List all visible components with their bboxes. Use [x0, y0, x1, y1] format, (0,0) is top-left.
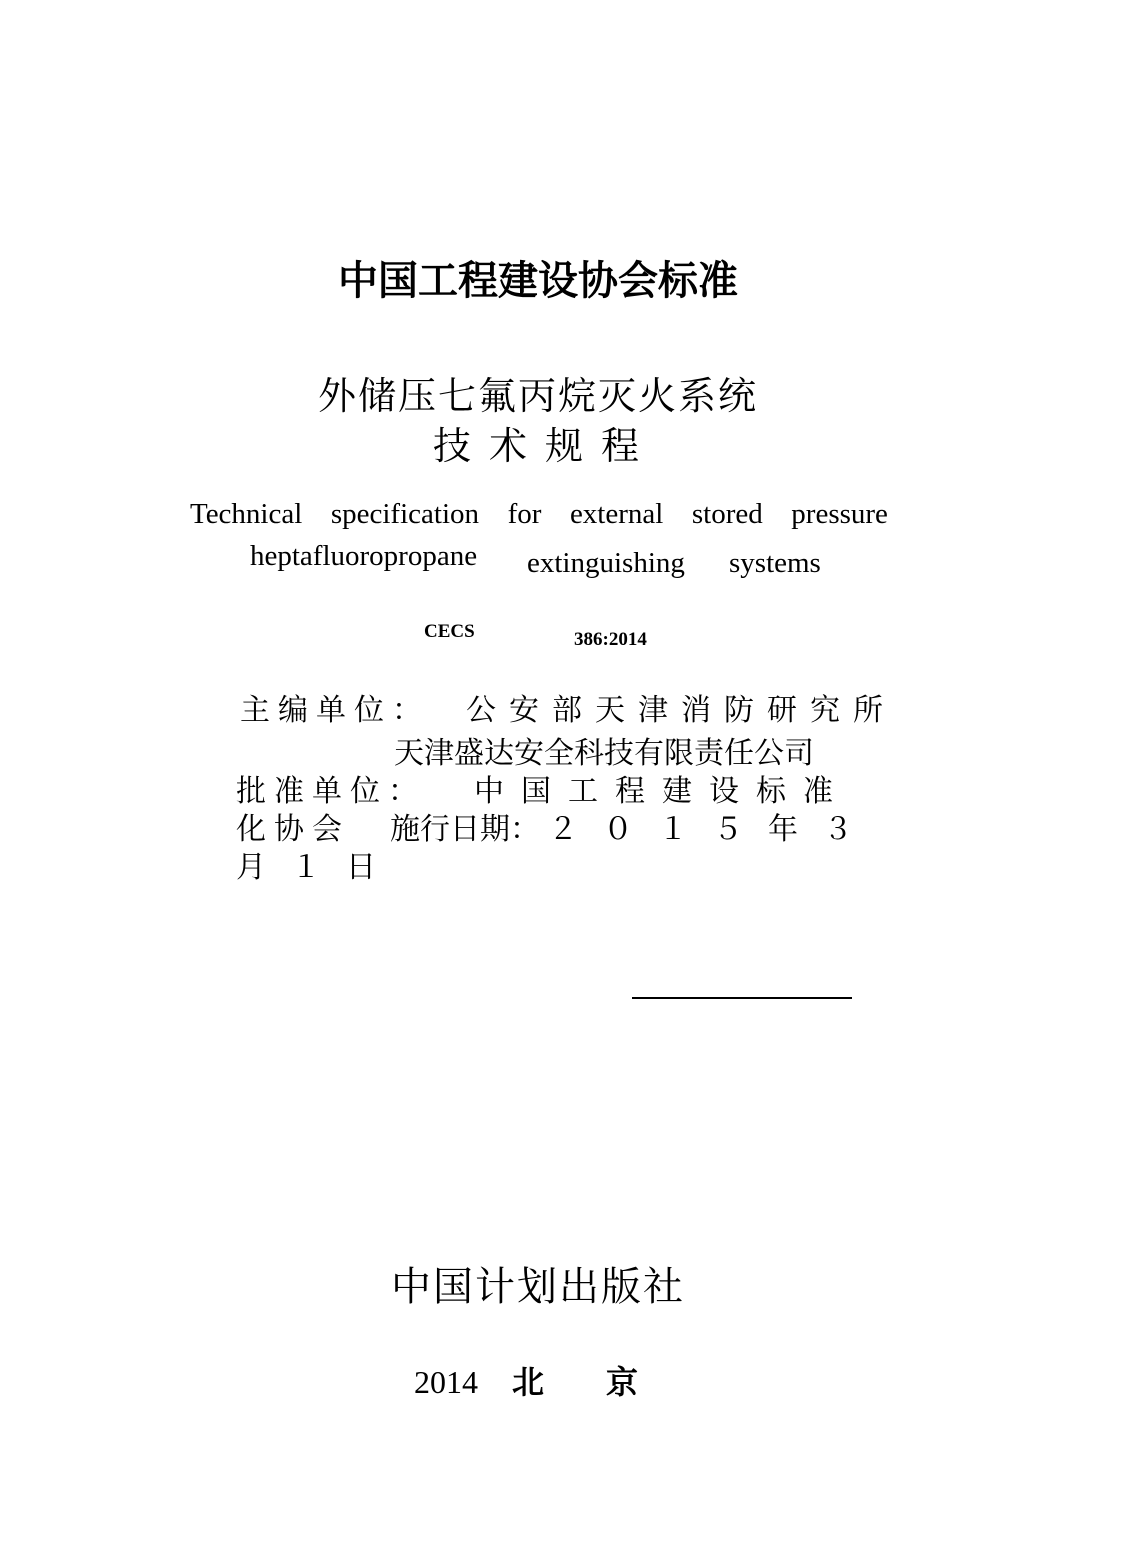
implementation-date-part-1: ２０１５年３: [548, 812, 878, 847]
standard-code-number: 386:2014: [574, 629, 647, 650]
title-en-word: Technical: [190, 498, 303, 530]
chief-editor-label: 主编单位：: [240, 693, 430, 728]
publisher-name: 中国计划出版社: [391, 1264, 685, 1310]
title-en-word: external: [569, 498, 664, 530]
standard-organization-heading: 中国工程建设协会标准: [338, 258, 738, 304]
title-en-line-1: [190, 496, 888, 532]
title-en-word: stored: [691, 498, 763, 530]
implementation-date-label: 施行日期：: [390, 812, 540, 847]
chief-editor-org-1: 公安部天津消防研究所: [466, 693, 896, 728]
approval-org-part-2: 化协会: [236, 812, 350, 847]
publication-city: 北京: [512, 1363, 701, 1401]
approval-org-part-1: 中国工程建设标准: [474, 774, 850, 809]
approval-label: 批准单位：: [236, 774, 426, 809]
title-en-word: specification: [330, 498, 480, 530]
chief-editor-org-2: 天津盛达安全科技有限责任公司: [394, 736, 814, 771]
title-en-word: pressure: [791, 498, 888, 530]
publication-year: 2014: [414, 1364, 478, 1400]
title-zh-line-1: 外储压七氟丙烷灭火系统: [317, 374, 758, 418]
divider-line: [632, 997, 852, 999]
title-en-word: heptafluoropropane: [250, 540, 478, 572]
title-zh-line-2: 技术规程: [432, 424, 657, 468]
standard-code-prefix: CECS: [424, 621, 475, 642]
title-en-word: for: [507, 498, 542, 530]
implementation-date-part-2: 月１日: [236, 850, 401, 885]
title-en-word: systems: [729, 547, 821, 579]
title-en-word: extinguishing: [527, 547, 685, 579]
